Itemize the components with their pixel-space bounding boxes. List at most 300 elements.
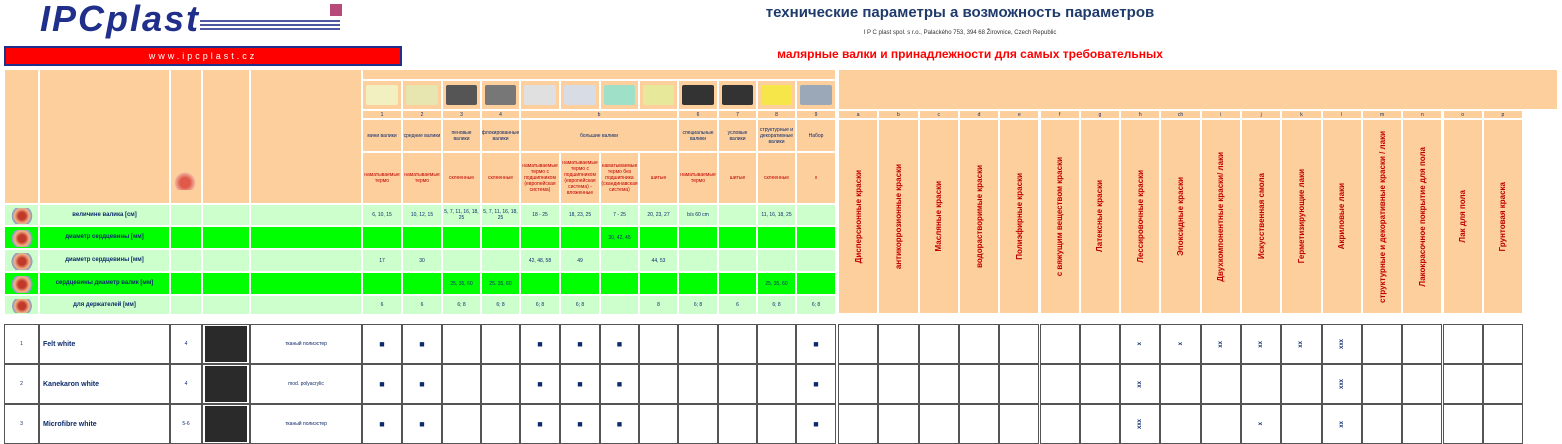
roller-thumbnail-image [406, 85, 438, 105]
roller-thumbnail-image [446, 85, 477, 105]
paint-type-header [1080, 119, 1120, 314]
paint-type-label: структурные и декоративные краски / лаки [1377, 130, 1387, 303]
roller-diagram-icon [10, 276, 34, 293]
group-marker [757, 404, 796, 444]
param-value [718, 204, 757, 226]
param-value: 42, 48, 58 [520, 249, 560, 272]
param-row-empty [250, 295, 362, 315]
param-row-icon-cell [4, 249, 39, 272]
roller-thumbnail-image [366, 85, 398, 105]
param-value: 18, 23, 25 [560, 204, 600, 226]
param-rating-cell [1160, 324, 1200, 364]
paint-type-label: Эпоксидные краски [1176, 177, 1186, 256]
param-letter: j [1241, 110, 1281, 119]
group-marker [718, 364, 757, 404]
param-row-icon-cell [4, 204, 39, 226]
group-name: средние валики [402, 119, 442, 152]
product-thumbnail-cell [481, 80, 520, 110]
param-value [639, 272, 678, 295]
roller-thumbnail-image [604, 85, 635, 105]
group-marker [718, 404, 757, 444]
roller-thumbnail-image [761, 85, 792, 105]
param-value: 6; 8 [442, 295, 481, 315]
logo-stripes [200, 18, 340, 30]
group-subtype: наматываемые термо [362, 152, 402, 204]
param-rating-cell [1322, 364, 1362, 404]
roller-thumbnail-image [524, 85, 556, 105]
param-value [600, 295, 639, 315]
logo-square [330, 4, 342, 16]
paint-type-header [999, 119, 1039, 314]
product-thumbnail-cell [362, 80, 402, 110]
paint-type-label: Масляные краски [934, 181, 944, 252]
group-marker [678, 364, 718, 404]
param-value: 11, 16, 18, 25 [757, 204, 796, 226]
group-marker [678, 404, 718, 444]
param-rating-cell [1443, 364, 1483, 404]
group-name: условые валики [718, 119, 757, 152]
param-row-icon-cell [4, 295, 39, 315]
param-row-icon-cell [4, 272, 39, 295]
param-value: 6; 8 [560, 295, 600, 315]
param-rating-cell [1241, 324, 1281, 364]
param-rating: xx [1137, 380, 1144, 388]
param-value [560, 226, 600, 249]
group-name: пеновые валики [442, 119, 481, 152]
param-value [560, 272, 600, 295]
name-header [39, 69, 170, 204]
product-material: тканый полиэстер [250, 404, 362, 444]
param-row-empty [250, 226, 362, 249]
param-rating-cell [919, 364, 959, 404]
fabric-sample-image [205, 366, 247, 402]
param-value [718, 249, 757, 272]
param-rating-cell [838, 324, 878, 364]
paint-type-header [1120, 119, 1160, 314]
group-marker: ■ [520, 364, 560, 404]
paint-type-label: Акриловые лаки [1337, 183, 1347, 250]
param-value: 6; 8 [520, 295, 560, 315]
param-letter: ch [1160, 110, 1200, 119]
paint-type-header [1241, 119, 1281, 314]
group-marker [442, 324, 481, 364]
param-value [757, 249, 796, 272]
image-header [202, 69, 250, 204]
product-number: 3 [4, 404, 39, 444]
param-rating-cell [1483, 364, 1523, 404]
param-value: 25, 35, 60 [481, 272, 520, 295]
group-number: 2 [402, 110, 442, 119]
roller-thumbnail-image [485, 85, 516, 105]
param-letter: d [959, 110, 999, 119]
number-header [4, 69, 39, 204]
param-rating: xx [1217, 340, 1224, 348]
roller-cross-section-icon [172, 172, 198, 190]
param-value: 6; 8 [481, 295, 520, 315]
group-name: флокированные валики [481, 119, 520, 152]
param-rating: xx [1298, 340, 1305, 348]
group-number: 8 [757, 110, 796, 119]
fabric-sample-image [205, 406, 247, 442]
param-value [362, 272, 402, 295]
param-rating-cell [1120, 324, 1160, 364]
param-value: 25, 35, 60 [442, 272, 481, 295]
param-value [442, 249, 481, 272]
product-name: Kanekaron white [39, 364, 170, 404]
param-letter: c [919, 110, 959, 119]
param-value: 18 - 25 [520, 204, 560, 226]
group-number: 6 [678, 110, 718, 119]
param-value [520, 272, 560, 295]
param-letter: m [1362, 110, 1402, 119]
param-row-empty [170, 295, 202, 315]
param-rating-cell [1201, 404, 1241, 444]
product-material: mod. polyacrylic [250, 364, 362, 404]
group-marker: ■ [402, 364, 442, 404]
parameters-table [4, 69, 1558, 443]
param-value [362, 226, 402, 249]
roller-diagram-icon [10, 253, 34, 270]
product-image-cell [202, 324, 250, 364]
paint-type-header [838, 119, 878, 314]
param-rating-cell [1362, 404, 1402, 444]
company-address: I P C plast spol. s r.o., Palackého 753, 394 68 Žirovnice, Czech Republic [863, 30, 1057, 36]
roller-thumbnail-image [722, 85, 753, 105]
paint-type-label: Искусственная смола [1256, 173, 1266, 260]
group-marker: ■ [362, 324, 402, 364]
param-row-label: величине валика [см] [39, 204, 170, 226]
param-rating-cell [1120, 404, 1160, 444]
paint-type-header [1443, 119, 1483, 314]
group-marker [639, 404, 678, 444]
group-marker: ■ [600, 324, 639, 364]
group-marker: ■ [402, 404, 442, 444]
param-letter: k [1281, 110, 1321, 119]
product-name: Felt white [39, 324, 170, 364]
param-value [718, 226, 757, 249]
param-rating-cell [1281, 364, 1321, 404]
param-value [402, 272, 442, 295]
param-rating-cell [838, 404, 878, 444]
param-row-empty [202, 204, 250, 226]
paint-type-header [1322, 119, 1362, 314]
product-thumbnail-cell [678, 80, 718, 110]
page-title: технические параметры а возможность параметров [765, 4, 1155, 21]
param-rating: xxx [1137, 418, 1144, 429]
group-number-b: b [520, 110, 678, 119]
product-thumbnail-cell [560, 80, 600, 110]
company-logo [40, 0, 320, 39]
group-marker: ■ [362, 404, 402, 444]
product-pile-length: 5-6 [170, 404, 202, 444]
paint-type-label: Лакокрасочное покрытие для пола [1417, 146, 1427, 287]
param-row-empty [202, 272, 250, 295]
group-subtype: наматываемые термо без подшипника (скандинавская система) [600, 152, 639, 204]
roller-diagram-icon [10, 299, 34, 313]
param-rating-cell [878, 324, 918, 364]
material-header [250, 69, 362, 204]
group-subtype: x [796, 152, 836, 204]
param-rating-cell [1160, 404, 1200, 444]
param-rating-cell [1080, 404, 1120, 444]
group-name: Набор [796, 119, 836, 152]
param-rating-cell [1120, 364, 1160, 404]
product-thumbnail-cell [520, 80, 560, 110]
param-rating: xx [1258, 340, 1265, 348]
param-rating-cell [919, 404, 959, 444]
param-rating-cell [1322, 404, 1362, 444]
paint-type-header [1281, 119, 1321, 314]
param-rating-cell [999, 404, 1039, 444]
param-rating-cell [1201, 324, 1241, 364]
param-value: 20, 23, 27 [639, 204, 678, 226]
table-spacer [4, 315, 1558, 323]
param-rating-cell [1281, 324, 1321, 364]
tech-group-header [362, 69, 836, 80]
param-row-empty [170, 204, 202, 226]
paint-type-label: водорастворимые краски [974, 165, 984, 268]
param-rating: xx [1338, 420, 1345, 428]
product-pile-length: 4 [170, 364, 202, 404]
product-image-cell [202, 364, 250, 404]
roller-thumbnail-image [800, 85, 832, 105]
param-letter: e [999, 110, 1039, 119]
paint-type-label: Латексные краски [1095, 180, 1105, 253]
param-value: 17 [362, 249, 402, 272]
param-rating-cell [1040, 324, 1080, 364]
group-number: 3 [442, 110, 481, 119]
param-row-empty [250, 272, 362, 295]
param-letter: o [1443, 110, 1483, 119]
roller-diagram-icon [10, 230, 34, 247]
param-value: 10, 12, 15 [402, 204, 442, 226]
paint-type-label: антикоррозионные краски [893, 163, 903, 270]
param-row-empty [202, 295, 250, 315]
product-number: 2 [4, 364, 39, 404]
param-rating-cell [1241, 364, 1281, 404]
param-rating-cell [1201, 364, 1241, 404]
group-marker: ■ [362, 364, 402, 404]
group-name: структурные и декоративные валики [757, 119, 796, 152]
group-subtype: шитые [718, 152, 757, 204]
param-rating-cell [919, 324, 959, 364]
param-rating-cell [838, 364, 878, 404]
param-value [600, 249, 639, 272]
param-row-icon-cell [4, 226, 39, 249]
group-marker [639, 364, 678, 404]
param-value [520, 226, 560, 249]
param-value [678, 249, 718, 272]
website-link[interactable]: www.ipcplast.cz [4, 46, 402, 66]
group-marker: ■ [560, 364, 600, 404]
group-subtype: наматываемые термо с подшипником (европейская система) - вложенные [560, 152, 600, 204]
param-row-empty [250, 249, 362, 272]
group-marker: ■ [796, 324, 836, 364]
paint-type-label: Лак для пола [1458, 190, 1468, 243]
param-row-empty [202, 226, 250, 249]
param-rating-cell [999, 324, 1039, 364]
param-value: 49 [560, 249, 600, 272]
group-marker: ■ [520, 324, 560, 364]
param-rating-cell [999, 364, 1039, 404]
group-marker [442, 404, 481, 444]
param-letter: g [1080, 110, 1120, 119]
group-marker [481, 404, 520, 444]
param-value [718, 272, 757, 295]
group-number: 1 [362, 110, 402, 119]
paint-type-header [1201, 119, 1241, 314]
param-rating-cell [1402, 404, 1442, 444]
param-row-empty [202, 249, 250, 272]
param-letter: l [1322, 110, 1362, 119]
param-value [796, 272, 836, 295]
group-marker [678, 324, 718, 364]
param-row-label: для держателей [мм] [39, 295, 170, 315]
param-rating: x [1177, 342, 1184, 346]
param-rating-cell [1402, 324, 1442, 364]
param-value: 8 [639, 295, 678, 315]
param-rating-cell [1322, 324, 1362, 364]
paint-type-label: Двухкомпонентные краски/ лаки [1216, 151, 1226, 282]
group-marker: ■ [796, 404, 836, 444]
group-subtype: склеенные [442, 152, 481, 204]
param-value [639, 226, 678, 249]
param-letter: i [1201, 110, 1241, 119]
group-marker [481, 364, 520, 404]
param-value: 6 [362, 295, 402, 315]
product-number: 1 [4, 324, 39, 364]
param-value [757, 226, 796, 249]
product-thumbnail-cell [718, 80, 757, 110]
group-subtype: склеенные [757, 152, 796, 204]
group-marker [757, 324, 796, 364]
group-marker: ■ [402, 324, 442, 364]
paint-type-label: Грунтовая краска [1498, 181, 1508, 252]
group-marker [481, 324, 520, 364]
param-rating-cell [1443, 324, 1483, 364]
paint-type-header [1483, 119, 1523, 314]
param-rating-cell [1281, 404, 1321, 444]
param-value: 7 - 25 [600, 204, 639, 226]
param-value: 5, 7, 11, 16, 18, 25 [442, 204, 481, 226]
paint-type-header [1402, 119, 1442, 314]
param-value [481, 226, 520, 249]
group-subtype: шитые [639, 152, 678, 204]
possibilities-header [838, 69, 1558, 110]
param-row-label: сердцевины диаметр валик [мм] [39, 272, 170, 295]
param-row-label: диаметр сердцевины [мм] [39, 226, 170, 249]
param-rating-cell [1402, 364, 1442, 404]
group-number: 9 [796, 110, 836, 119]
param-rating: xxx [1338, 338, 1345, 349]
param-value [796, 226, 836, 249]
param-value: b/s 60 cm [678, 204, 718, 226]
param-rating-cell [1080, 324, 1120, 364]
param-rating-cell [1443, 404, 1483, 444]
param-row-empty [250, 204, 362, 226]
roller-thumbnail-image [643, 85, 674, 105]
roller-thumbnail-image [564, 85, 596, 105]
param-value [600, 272, 639, 295]
param-value: 44, 53 [639, 249, 678, 272]
group-marker: ■ [520, 404, 560, 444]
param-rating-cell [1362, 364, 1402, 404]
roller-thumbnail-image [682, 85, 714, 105]
param-rating-cell [1241, 404, 1281, 444]
group-name: специальные валики [678, 119, 718, 152]
param-letter: h [1120, 110, 1160, 119]
paint-type-header [1362, 119, 1402, 314]
group-subtype: склеенные [481, 152, 520, 204]
param-value [678, 272, 718, 295]
product-image-cell [202, 404, 250, 444]
group-marker: ■ [796, 364, 836, 404]
product-thumbnail-cell [757, 80, 796, 110]
product-material: тканый полиэстер [250, 324, 362, 364]
product-pile-length: 4 [170, 324, 202, 364]
param-rating-cell [878, 404, 918, 444]
param-rating-cell [959, 404, 999, 444]
group-name: большие валики [520, 119, 678, 152]
param-value [402, 226, 442, 249]
param-value [796, 249, 836, 272]
param-row-empty [170, 249, 202, 272]
param-value: 6; 8 [796, 295, 836, 315]
param-value [678, 226, 718, 249]
param-row-label: диаметр сердцевины [мм] [39, 249, 170, 272]
param-rating: x [1137, 342, 1144, 346]
group-marker [757, 364, 796, 404]
param-rating-cell [1080, 364, 1120, 404]
product-thumbnail-cell [600, 80, 639, 110]
param-value: 6; 8 [757, 295, 796, 315]
param-rating: xxx [1338, 378, 1345, 389]
logo-text: IPCplast [40, 0, 201, 39]
param-value: 25, 35, 60 [757, 272, 796, 295]
fabric-sample-image [205, 326, 247, 362]
paint-type-label: Герметизирующие лаки [1296, 169, 1306, 264]
param-rating-cell [1040, 364, 1080, 404]
page-subtitle: малярные валки и принадлежности для самых требовательных [777, 47, 1163, 61]
param-rating: x [1258, 422, 1265, 426]
group-number: 4 [481, 110, 520, 119]
product-thumbnail-cell [639, 80, 678, 110]
param-value: 6, 10, 15 [362, 204, 402, 226]
param-value [442, 226, 481, 249]
param-rating-cell [959, 324, 999, 364]
group-marker [442, 364, 481, 404]
param-value: 30, 42, 45 [600, 226, 639, 249]
param-rating-cell [1483, 324, 1523, 364]
param-rating-cell [1362, 324, 1402, 364]
param-letter: b [878, 110, 918, 119]
paint-type-label: Дисперсионные краски [853, 169, 863, 264]
group-subtype: наматываемые термо с подшипником (европейская система) [520, 152, 560, 204]
group-marker: ■ [560, 324, 600, 364]
paint-type-header [1040, 119, 1080, 314]
product-name: Microfibre white [39, 404, 170, 444]
product-thumbnail-cell [442, 80, 481, 110]
group-marker: ■ [560, 404, 600, 444]
param-value: 5, 7, 11, 16, 18, 25 [481, 204, 520, 226]
paint-type-label: Полиэфирные краски [1014, 173, 1024, 260]
param-rating-cell [1483, 404, 1523, 444]
group-marker: ■ [600, 404, 639, 444]
paint-type-header [959, 119, 999, 314]
param-value: 6; 8 [678, 295, 718, 315]
roller-diagram-icon [10, 208, 34, 224]
product-thumbnail-cell [796, 80, 836, 110]
